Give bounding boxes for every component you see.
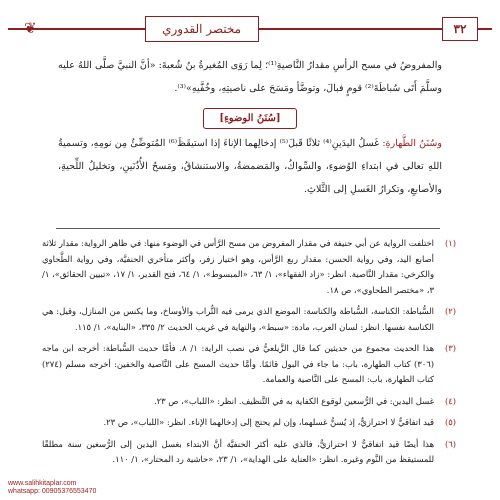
footnote bbox=[42, 394, 456, 410]
running-title: مختصر القدوري bbox=[145, 16, 259, 42]
paragraph-2-body: غَسلُ اليدَينِ⁽⁴⁾ ثلاثًا قَبلَ⁽⁵⁾ إدخالِهما الإناءَ إذا استيقَظَ⁽⁶⁾ المُتوضِّئُ مِن نومِهِ، وتسميةُ اللهِ تعالى في ابتداءِ الوُضوءِ، والسِّواكُ، والمَضمضةُ، والاستنشاقُ، ومَسحُ الأُذُنَينِ، وتخليلُ اللِّحيةِ، والأصابعِ، وتكرارُ الغَسلِ إلى الثَّلاثِ. bbox=[58, 138, 442, 195]
footnote-text: غسل اليدين: في الرُّسعين لوقوع الكفاية به في التَّنظيف. انظر: «اللباب»، ص ٢٣. bbox=[153, 395, 434, 406]
footnote-text: هذا أيضًا قيد اتفاقيٌّ لا احترازيٌّ، فالذي عليه أكثر الحنفيَّة أنَّ الابتداء بغسل اليدين إلى الرُّسغين سنة مطلقًا للمستيقظ من النَّوم وغيره. انظر: «العناية على الهداية»، ١/ ٢٣، «حاشية رد المحتار»، ١/ ١١٠. bbox=[42, 438, 434, 464]
footnote-text: اختلفت الرواية عن أبي حنيفة في مقدار المفروض من مسح الرَّأس في الوضوء منها: في ظاهر الرواية: مقدار ثلاثة أصابع اليد، وفي رواية الحسن: مقدار ربع الرَّأس، وهو اختيار زفر، وأكثر متأخري الحنفيَّة، وفي رواية الطَّحاوي والكرخي: مقدار النَّاصية. انظر: «زاد الفقهاء»، ١/ ٦٣، «المبسوط»، ١/ ٦٤، فتح القدير، ١/ ١٧، «تبيين الحقائق»، ١/ ٣، «مختصر الطحاوي»، ص ١٨. bbox=[42, 238, 435, 295]
footnote-number: (١) bbox=[444, 238, 456, 248]
footnotes bbox=[42, 236, 456, 474]
footnote bbox=[42, 437, 456, 468]
footnote-number: (٣) bbox=[444, 343, 456, 353]
paragraph-2-text bbox=[58, 132, 442, 201]
footnote-text: قيد اتفاقيٌّ لا احترازيٌّ، إذ يُسنُّ غسلهما، وإن لم يحتج إلى إدخالهما الإناء. انظر: «اللباب»، ص ٢٣. bbox=[103, 417, 434, 427]
footnote bbox=[42, 236, 456, 298]
page-number: ٣٢ bbox=[442, 17, 478, 41]
footnote-text: هذا الحديث مجموع من حديثين كما قال الزَّيلعيُّ في نصب الراية: ١/ ٨. فأمَّا حديث السُّباطة: أخرجه ابن ماجه (٣٠٦) كتاب الطهارة، باب: ما جاء في البول قائمًا. وأمَّا حديث المسح على النَّاصية والخفين: أخرجه مسلم (٢٧٤) كتاب الطهارة، باب: المسح على النَّاصية والعمامة. bbox=[42, 343, 435, 384]
footnote-separator bbox=[56, 228, 440, 229]
footnote-number: (٥) bbox=[444, 417, 456, 427]
paragraph-1-text: والمفروضُ في مسح الرأسِ مقدارُ النَّاصيةِ⁽¹⁾؛ لِما رَوَى المُغيرةُ بنُ شُعبةَ: «أنَّ النبيَّ صلَّى اللهُ عليه وسلَّمَ أَتَى سُباطَةَ⁽²⁾ قومٍ فبالَ، وتوضَّأ ومَسَحَ على ناصيتِهِ، وخُفَّيهِ»⁽³⁾. bbox=[58, 60, 442, 94]
footnote bbox=[42, 341, 456, 388]
paragraph-2-lead: وسُنَنُ الطَّهارةِ: bbox=[382, 138, 443, 149]
main-paragraph-1 bbox=[58, 54, 442, 100]
footnote-number: (٢) bbox=[444, 306, 456, 316]
page-header bbox=[8, 14, 492, 44]
footnote-number: (٦) bbox=[444, 438, 456, 449]
footnote bbox=[42, 415, 456, 431]
footnote-text: السُّباطة: الكناسة، السُّباطة والكناسة: الموضع الذي يرمى فيه التُّراب والأوساخ، وما يكنس من المنازل، وقيل: هي الكناسة نفسها. انظر: لسان العرب، مادة: «سبط»، والنهاية في غريب الحديث ٢/ ٣٣٥، «البناية»، ١/ ١١٥. bbox=[42, 306, 434, 332]
footnote-number: (٤) bbox=[444, 395, 456, 406]
website-link[interactable]: www.salihkitaplar.com bbox=[8, 480, 77, 487]
whatsapp-contact: whatsapp: 00905376553470 bbox=[8, 488, 97, 495]
footnote bbox=[42, 304, 456, 335]
main-paragraph-2 bbox=[58, 132, 442, 201]
section-heading: [سُنَنُ الوضوءِ] bbox=[203, 108, 297, 129]
ornament-icon: ❦ bbox=[24, 19, 37, 37]
footer-links bbox=[8, 480, 96, 496]
